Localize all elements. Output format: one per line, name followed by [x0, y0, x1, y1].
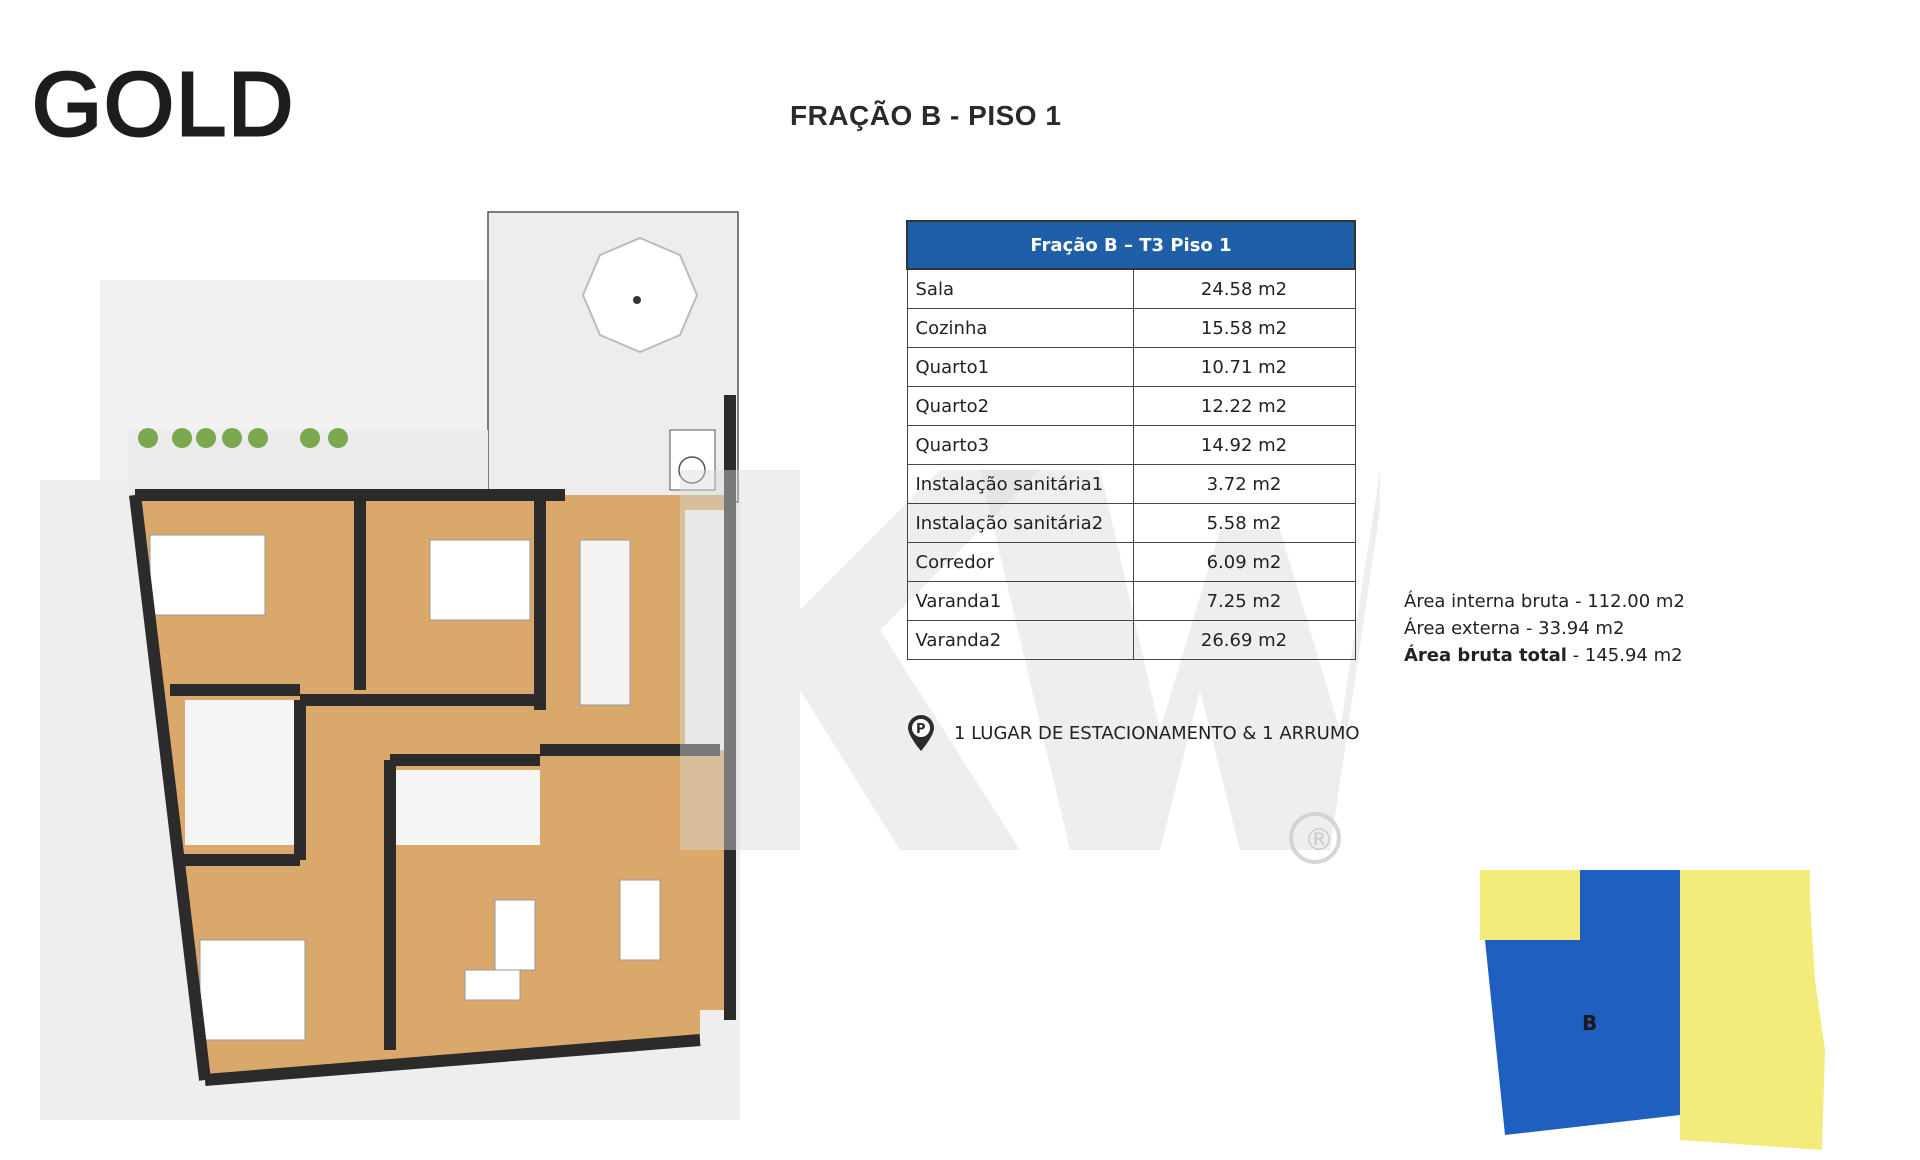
table-row [907, 621, 1355, 660]
internal-area-value: - 112.00 m2 [1575, 591, 1685, 612]
room-area: 24.58 m2 [1133, 269, 1355, 309]
room-area: 26.69 m2 [1133, 621, 1355, 660]
external-area [1404, 615, 1685, 642]
room-name: Sala [907, 269, 1133, 309]
table-row [907, 387, 1355, 426]
parking-pin-icon [906, 714, 936, 752]
unit-label: B [1582, 1011, 1598, 1035]
room-area: 7.25 m2 [1133, 582, 1355, 621]
room-area: 15.58 m2 [1133, 309, 1355, 348]
umbrella-icon [583, 238, 697, 352]
room-name: Quarto3 [907, 426, 1133, 465]
table-row [907, 504, 1355, 543]
room-name: Quarto1 [907, 348, 1133, 387]
room-name: Varanda2 [907, 621, 1133, 660]
parking-info [906, 714, 1360, 752]
table-row [907, 348, 1355, 387]
area-table [906, 220, 1356, 660]
parking-text: 1 LUGAR DE ESTACIONAMENTO & 1 ARRUMO [954, 722, 1360, 744]
room-area: 6.09 m2 [1133, 543, 1355, 582]
table-row [907, 426, 1355, 465]
room-area: 5.58 m2 [1133, 504, 1355, 543]
unit-location-map [1470, 870, 1830, 1150]
room-name: Quarto2 [907, 387, 1133, 426]
external-area-label: Área externa [1404, 618, 1521, 639]
room-name: Cozinha [907, 309, 1133, 348]
room-area: 3.72 m2 [1133, 465, 1355, 504]
internal-area [1404, 588, 1685, 615]
total-area-value: - 145.94 m2 [1572, 645, 1683, 666]
external-area-value: - 33.94 m2 [1525, 618, 1625, 639]
brand-logo: GOLD [32, 55, 296, 155]
room-area: 10.71 m2 [1133, 348, 1355, 387]
table-header: Fração B – T3 Piso 1 [907, 221, 1355, 269]
room-name: Instalação sanitária2 [907, 504, 1133, 543]
area-summary [1404, 588, 1685, 669]
total-area-label: Área bruta total [1404, 645, 1567, 666]
total-area [1404, 642, 1685, 669]
page-title: FRAÇÃO B - PISO 1 [790, 100, 1062, 131]
internal-area-label: Área interna bruta [1404, 591, 1570, 612]
registered-mark: ® [1304, 823, 1334, 858]
room-name: Corredor [907, 543, 1133, 582]
table-row [907, 543, 1355, 582]
table-row [907, 269, 1355, 309]
room-name: Varanda1 [907, 582, 1133, 621]
svg-text:P: P [916, 722, 926, 737]
table-row [907, 582, 1355, 621]
floor-plan [0, 0, 760, 1160]
table-row [907, 465, 1355, 504]
table-row [907, 309, 1355, 348]
room-area: 14.92 m2 [1133, 426, 1355, 465]
room-area: 12.22 m2 [1133, 387, 1355, 426]
room-name: Instalação sanitária1 [907, 465, 1133, 504]
